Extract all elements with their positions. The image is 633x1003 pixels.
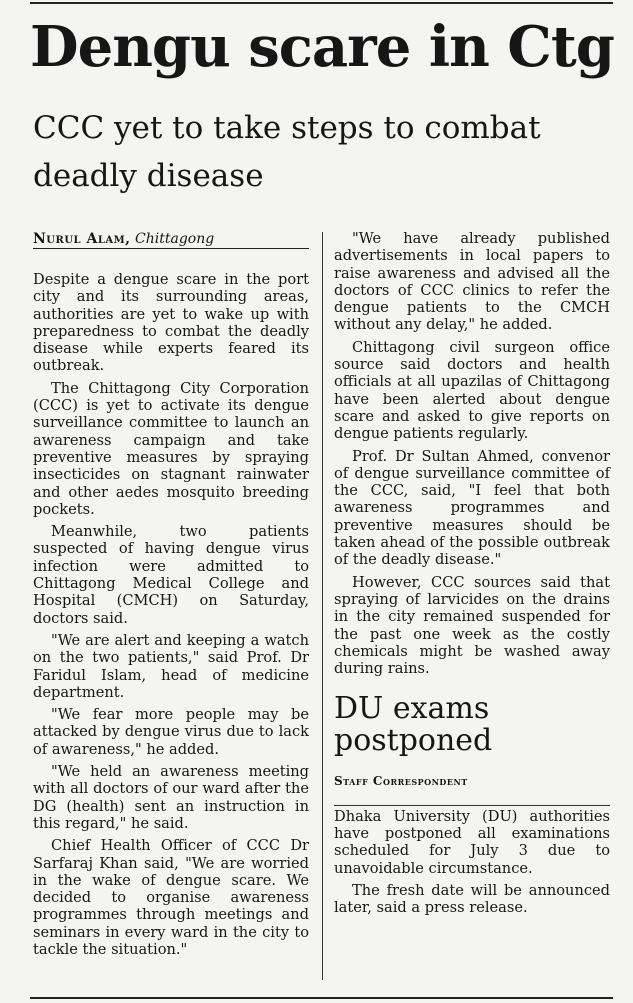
paragraph: Dhaka University (DU) authorities have postponed all examinations scheduled for July 3 due to unavoidable circumstance. <box>334 807 610 877</box>
paragraph: "We have already published advertisements in local papers to raise awareness and advised all the doctors of CCC clinics to refer the dengue patients to the CMCH without any delay," he added. <box>334 230 610 334</box>
top-rule <box>30 2 613 4</box>
paragraph: "We held an awareness meeting with all doctors of our ward after the DG (health) sent an instruction in this regard," he said. <box>33 763 309 832</box>
byline-location: Chittagong <box>135 231 215 247</box>
right-column <box>334 230 610 922</box>
second-story-byline: Staff Correspondent <box>334 774 468 789</box>
paragraph: Meanwhile, two patients suspected of having dengue virus infection were admitted to Chittagong Medical College and Hospital (CMCH) on Saturday, doctors said. <box>33 523 309 627</box>
bottom-rule <box>30 997 613 999</box>
paragraph: "We fear more people may be attacked by dengue virus due to lack of awareness," he added. <box>33 706 309 758</box>
paragraph: However, CCC sources said that spraying of larvicides on the drains in the city remained suspended for the past one week as the costly chemicals might be washed away during rains. <box>334 573 610 678</box>
second-story-headline: DU exams postponed <box>334 691 493 759</box>
paragraph: Despite a dengue scare in the port city and its surrounding areas, authorities are yet to wake up with preparedness to combat the deadly disease while experts feared its outbreak. <box>33 271 309 375</box>
column-divider <box>322 232 323 980</box>
paragraph: Chief Health Officer of CCC Dr Sarfaraj Khan said, "We are worried in the wake of dengue scare. We decided to organise awareness programmes through meetings and seminars in every ward in the city to tackle the situation." <box>33 837 309 958</box>
byline <box>33 230 309 249</box>
left-column <box>33 230 309 963</box>
paragraph: "We are alert and keeping a watch on the two patients," said Prof. Dr Faridul Islam, head of medicine department. <box>33 631 309 701</box>
paragraph: Chittagong civil surgeon office source said doctors and health officials at all upazilas of Chittagong have been alerted about dengue scare and asked to give reports on dengue patients regularly. <box>334 338 610 443</box>
second-story-rule <box>334 805 610 806</box>
subheadline: CCC yet to take steps to combat deadly disease <box>33 110 541 194</box>
byline-author: Nurul Alam, <box>33 231 131 247</box>
paragraph: The fresh date will be announced later, said a press release. <box>334 881 610 917</box>
headline: Dengu scare in Ctg <box>30 14 614 80</box>
paragraph: Prof. Dr Sultan Ahmed, convenor of dengue surveillance committee of the CCC, said, "I feel that both awareness programmes and preventive measures should be taken ahead of the possible outbreak of the deadly disease." <box>334 447 610 569</box>
paragraph: The Chittagong City Corporation (CCC) is yet to activate its dengue surveillance committee to launch an awareness campaign and take preventive measures by spraying insecticides on stagnant rainwater and other aedes mosquito breeding pockets. <box>33 379 309 518</box>
